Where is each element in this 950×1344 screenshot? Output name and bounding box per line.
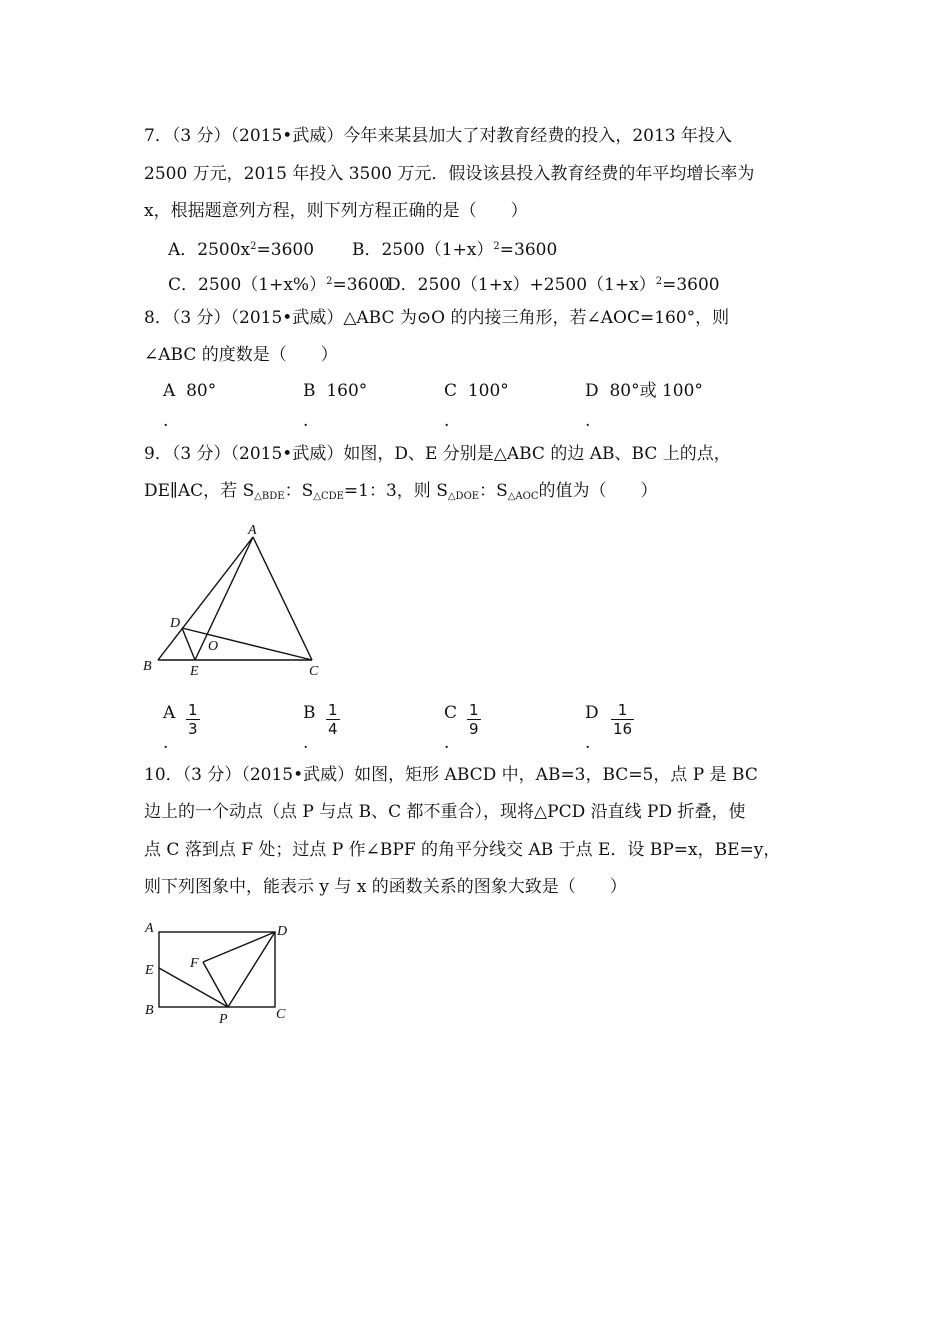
q8-option-a: A 80° bbox=[163, 381, 217, 401]
q8-option-c-dot: . bbox=[444, 411, 450, 431]
label-d: D bbox=[277, 924, 288, 939]
q8-option-d-dot: . bbox=[585, 411, 591, 431]
segment-fd bbox=[203, 932, 275, 962]
q8-option-d: D 80°或 100° bbox=[585, 381, 703, 401]
label-d: D bbox=[170, 616, 181, 631]
q8-option-b-dot: . bbox=[303, 411, 309, 431]
label-b: B bbox=[145, 1003, 154, 1018]
label-o: O bbox=[208, 639, 219, 654]
q7-stem-line1: 7．（3 分）（2015•武威）今年来某县加大了对教育经费的投入，2013 年投入 bbox=[144, 126, 732, 146]
q9-stem-line1: 9．（3 分）（2015•武威）如图，D、E 分别是△ABC 的边 AB、BC 上的点， bbox=[144, 444, 731, 464]
q10-rectangle-figure bbox=[140, 915, 300, 1030]
q9-option-c-dot: . bbox=[444, 733, 450, 753]
q8-stem-line1: 8．（3 分）（2015•武威）△ABC 为⊙O 的内接三角形，若∠AOC=160°，则 bbox=[144, 308, 730, 328]
q7-option-b: B．$2500(1+x)^2=3600$ bbox=[352, 240, 558, 260]
segment-pd bbox=[228, 932, 275, 1007]
q9-option-a-fraction: 1 3 bbox=[188, 701, 198, 738]
label-a: A bbox=[248, 523, 257, 538]
q9-option-a-dot: . bbox=[163, 733, 169, 753]
q7-option-c: C．$2500(1+x\%)^2=3600$ bbox=[168, 275, 390, 295]
rectangle-abcd bbox=[159, 932, 275, 1007]
q9-option-b-dot: . bbox=[303, 733, 309, 753]
q8-option-a-dot: . bbox=[163, 411, 169, 431]
q8-stem-line2: ∠ABC 的度数是（ ） bbox=[144, 345, 338, 365]
label-e: E bbox=[145, 963, 154, 978]
q9-option-a-letter: A bbox=[163, 703, 176, 723]
q9-option-c-fraction: 1 9 bbox=[469, 701, 479, 738]
q10-stem-line3: 点 C 落到点 F 处；过点 P 作∠BPF 的角平分线交 AB 于点 E．设 BP=x，BE=y， bbox=[144, 840, 781, 860]
segment-de bbox=[182, 628, 195, 660]
q8-option-c: C 100° bbox=[444, 381, 509, 401]
q10-stem-line1: 10．（3 分）（2015•武威）如图，矩形 ABCD 中，AB=3，BC=5，点 P 是 BC bbox=[144, 765, 758, 785]
q9-stem-line2: DE∥AC，若 $S_{\triangle BDE}$：$S_{\triangle CDE}=1$：3，则 $S_{\triangle DOE}$：$S_{\triangle AOC}$的值为（ ） bbox=[144, 481, 658, 502]
label-f: F bbox=[190, 956, 199, 971]
q9-option-d-fraction: 1 16 bbox=[613, 701, 633, 738]
q8-option-b: B 160° bbox=[303, 381, 368, 401]
q9-option-b-fraction: 1 4 bbox=[328, 701, 338, 738]
q7-option-d: D．$2500(1+x)+2500(1+x)^2=3600$ bbox=[387, 275, 720, 295]
label-c: C bbox=[309, 664, 319, 679]
label-c: C bbox=[276, 1007, 286, 1022]
q9-option-d-letter: D bbox=[585, 703, 599, 723]
segment-ae bbox=[195, 537, 253, 660]
q7-option-a: A．$2500x^2=3600$ bbox=[168, 240, 315, 260]
q9-triangle-figure bbox=[140, 520, 340, 685]
q10-stem-line4: 则下列图象中，能表示 y 与 x 的函数关系的图象大致是（ ） bbox=[144, 877, 627, 897]
label-p: P bbox=[219, 1012, 228, 1027]
label-b: B bbox=[143, 659, 152, 674]
q7-stem-line3: x，根据题意列方程，则下列方程正确的是（ ） bbox=[144, 201, 528, 221]
q9-option-c-letter: C bbox=[444, 703, 458, 723]
q7-stem-line2: 2500 万元，2015 年投入 3500 万元．假设该县投入教育经费的年平均增长率为 bbox=[144, 164, 755, 184]
label-e: E bbox=[190, 664, 199, 679]
q10-stem-line2: 边上的一个动点（点 P 与点 B、C 都不重合），现将△PCD 沿直线 PD 折叠，使 bbox=[144, 802, 746, 822]
q9-option-b-letter: B bbox=[303, 703, 316, 723]
segment-ac bbox=[253, 537, 312, 660]
label-a: A bbox=[145, 921, 154, 936]
q9-option-d-dot: . bbox=[585, 733, 591, 753]
segment-dc bbox=[182, 628, 312, 660]
